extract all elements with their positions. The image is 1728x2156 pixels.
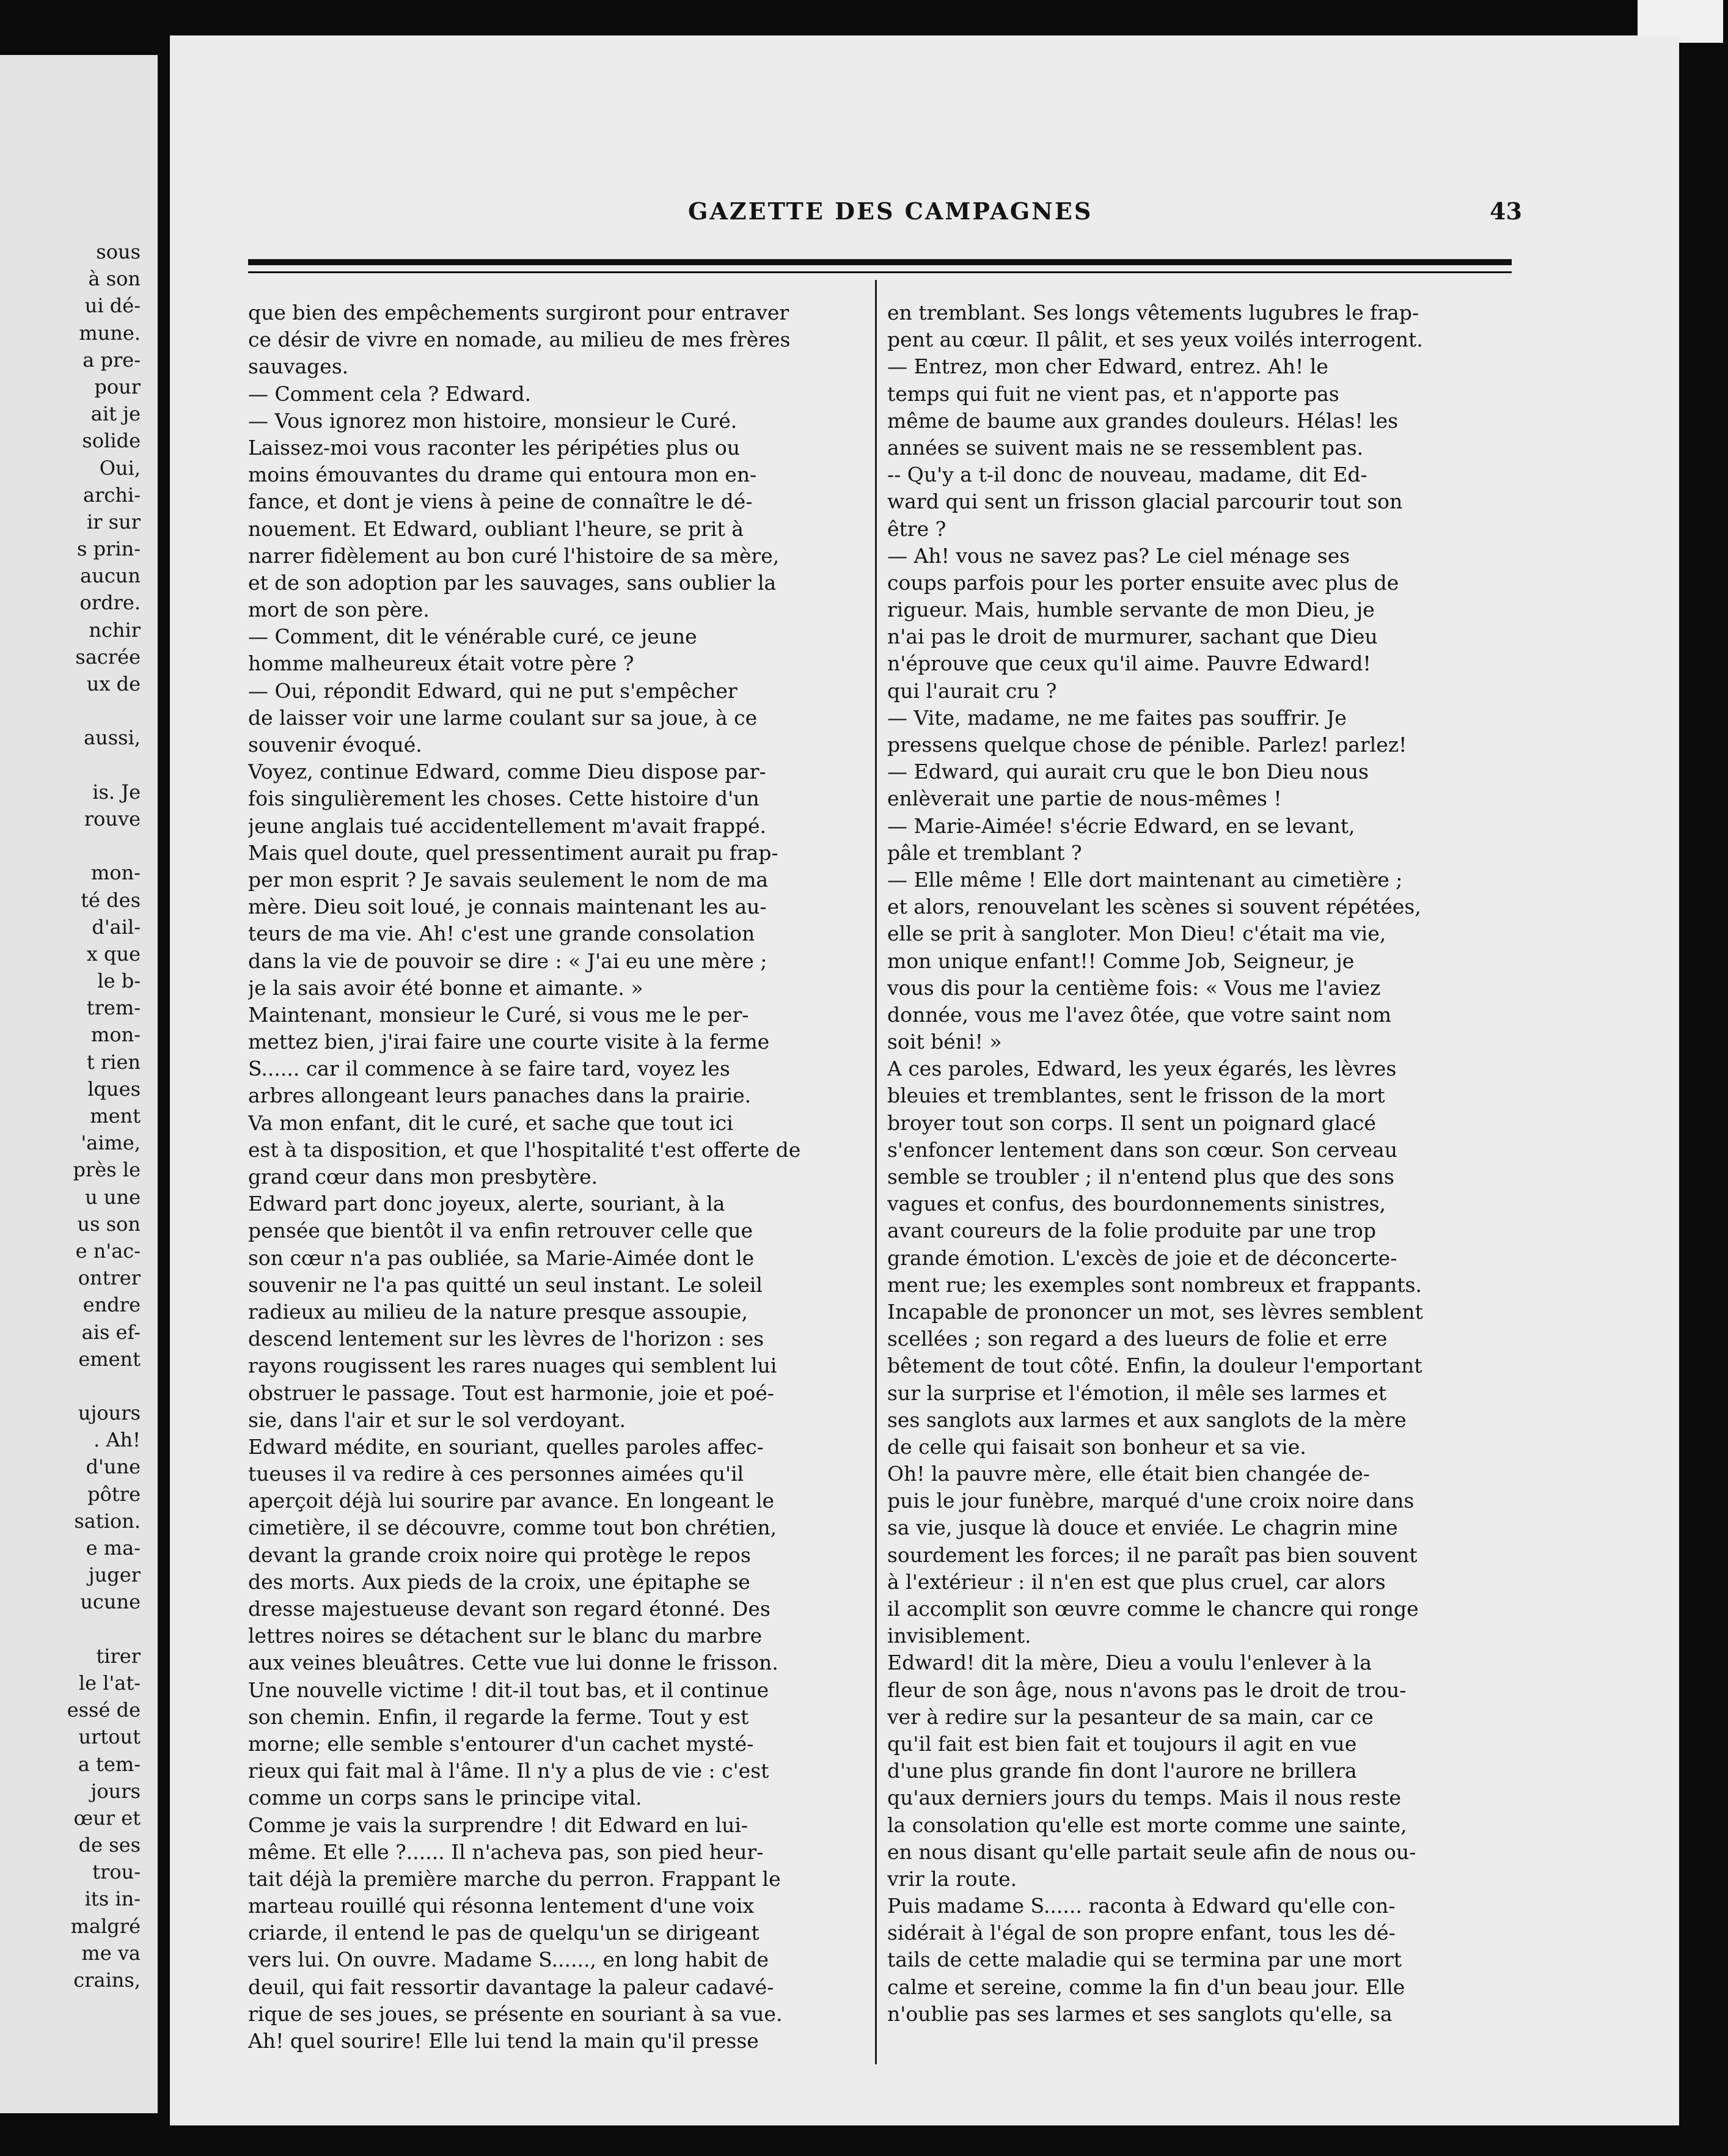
text-line: qu'il fait est bien fait et toujours il agit en vue [887,1731,1357,1756]
facing-page-line: jours [90,1779,141,1803]
facing-page-text [0,238,141,1993]
facing-page-line: Oui, [99,456,141,480]
facing-page-line: a pre- [82,348,141,372]
facing-page-line: ontrer [78,1266,141,1290]
text-line: sur la surprise et l'émotion, il mêle ses larmes et [887,1380,1386,1405]
facing-page-line: le l'at- [78,1671,141,1695]
text-line: vrir la route. [887,1866,1017,1891]
text-line: rayons rougissent les rares nuages qui semblent lui [248,1354,777,1378]
text-line: ward qui sent un frisson glacial parcourir tout son [887,490,1403,514]
text-line: broyer tout son corps. Il sent un poignard glacé [887,1110,1376,1135]
text-line: Une nouvelle victime ! dit-il tout bas, et il continue [248,1678,769,1702]
text-line: qu'aux derniers jours du temps. Mais il nous reste [887,1786,1401,1810]
facing-page-line: 'aime, [81,1131,141,1155]
text-line: est à ta disposition, et que l'hospitalité t'est offerte de [248,1137,801,1162]
text-column-left [248,299,871,2055]
page-number: 43 [1490,197,1522,225]
facing-page-line: mon- [90,861,141,885]
facing-page-line: le b- [97,969,141,993]
text-line: arbres allongeant leurs panaches dans la prairie. [248,1084,752,1108]
facing-page-line: pour [94,375,141,398]
facing-page-line [0,832,141,859]
text-line: des morts. Aux pieds de la croix, une épitaphe se [248,1569,750,1594]
text-line: de celle qui faisait son bonheur et sa vie. [887,1434,1306,1459]
facing-page-line: us son [77,1212,141,1236]
text-line: ment rue; les exemples sont nombreux et frappants. [887,1272,1422,1297]
facing-page-line: ment [90,1104,141,1128]
text-line: — Oui, répondit Edward, qui ne put s'empêcher [248,678,738,703]
text-line: — Comment cela ? Edward. [248,381,532,406]
facing-page-line: à son [88,267,141,291]
facing-page-line: ui dé- [84,294,141,318]
text-line: semble se troubler ; il n'entend plus que des sons [887,1165,1394,1189]
text-line: Comme je vais la surprendre ! dit Edward en lui- [248,1813,749,1837]
text-line: lettres noires se détachent sur le blanc du marbre [248,1624,763,1648]
text-line: être ? [887,516,946,541]
text-line: en nous disant qu'elle partait seule afin de nous ou- [887,1839,1416,1864]
newspaper-page [170,35,1679,2125]
facing-page-line: u une [85,1185,141,1209]
text-line: Puis madame S...... raconta à Edward qu'elle con- [887,1894,1396,1918]
text-line: je la sais avoir été bonne et aimante. » [248,975,643,1000]
text-line: — Elle même ! Elle dort maintenant au cimetière ; [887,867,1403,892]
text-line: nouement. Et Edward, oubliant l'heure, se prit à [248,516,744,541]
text-line: invisiblement. [887,1624,1031,1648]
text-line: souvenir évoqué. [248,733,422,757]
facing-page-line: trou- [92,1860,141,1884]
facing-page-line: mon- [90,1023,141,1047]
facing-page-line: nchir [89,618,141,642]
text-line: sourdement les forces; il ne paraît pas bien souvent [887,1542,1418,1567]
text-line: son chemin. Enfin, il regarde la ferme. Tout y est [248,1704,749,1729]
text-line: à l'extérieur : il n'en est que plus cruel, car alors [887,1569,1386,1594]
text-line: que bien des empêchements surgiront pour entraver [248,301,789,324]
text-line: aux veines bleuâtres. Cette vue lui donne le frisson. [248,1651,778,1675]
facing-page-line: essé de [67,1698,141,1722]
text-line: calme et sereine, comme la fin d'un beau jour. Elle [887,1975,1405,1999]
text-line: et de son adoption par les sauvages, sans oublier la [248,570,777,595]
text-line: obstruer le passage. Tout est harmonie, joie et poé- [248,1380,774,1405]
facing-page-line: urtout [78,1725,141,1749]
text-line: fleur de son âge, nous n'avons pas le droit de trou- [887,1678,1407,1702]
text-line: qui l'aurait cru ? [887,678,1057,703]
text-line: s'enfoncer lentement dans son cœur. Son cerveau [887,1137,1397,1162]
text-line: tails de cette maladie qui se termina par une mort [887,1948,1402,1972]
text-line: pressens quelque chose de pénible. Parlez! parlez! [887,733,1407,757]
facing-page-line: sacrée [75,645,141,669]
text-line: n'oublie pas ses larmes et ses sanglots qu'elle, sa [887,2001,1393,2026]
text-line: — Vite, madame, ne me faites pas souffrir. Je [887,705,1347,730]
text-line: mettez bien, j'irai faire une courte visite à la ferme [248,1030,770,1054]
text-line: sidérait à l'égal de son propre enfant, tous les dé- [887,1921,1396,1945]
facing-page-line: trem- [86,996,141,1020]
facing-page-line: œur et [73,1806,141,1830]
facing-page-line: tirer [96,1644,141,1668]
text-line: années se suivent mais ne se ressemblent pas. [887,435,1364,460]
text-line: en tremblant. Ses longs vêtements lugubres le frap- [887,301,1419,324]
text-line: Oh! la pauvre mère, elle était bien changée de- [887,1462,1370,1486]
facing-page-line: ujours [78,1401,141,1425]
text-line: — Marie-Aimée! s'écrie Edward, en se levant, [887,813,1355,838]
text-line: Va mon enfant, dit le curé, et sache que tout ici [248,1110,733,1135]
text-line: tueuses il va redire à ces personnes aimées qu'il [248,1462,744,1486]
text-line: Maintenant, monsieur le Curé, si vous me le per- [248,1002,749,1027]
text-line: grande émotion. L'excès de joie et de déconcerte- [887,1245,1397,1270]
text-line: fance, et dont je viens à peine de connaître le dé- [248,490,753,514]
text-line: soit béni! » [887,1030,1002,1054]
facing-page-line: mune. [79,321,141,345]
facing-page-line: . Ah! [93,1428,141,1452]
text-line: n'ai pas le droit de murmurer, sachant que Dieu [887,625,1378,649]
text-line: sauvages. [248,354,349,379]
facing-page [0,55,158,2113]
text-line: souvenir ne l'a pas quitté un seul instant. Le soleil [248,1272,763,1297]
text-line: devant la grande croix noire qui protège le repos [248,1542,751,1567]
facing-page-line: is. Je [92,780,141,804]
text-line: fois singulièrement les choses. Cette histoire d'un [248,787,760,811]
text-line: morne; elle semble s'entourer d'un cachet mysté- [248,1731,754,1756]
text-line: — Edward, qui aurait cru que le bon Dieu nous [887,760,1369,784]
header-rule-thick [248,259,1512,265]
text-column-right [887,299,1510,2028]
facing-page-line [0,697,141,724]
text-line: bleuies et tremblantes, sent le frisson de la mort [887,1084,1385,1108]
text-line: d'une plus grande fin dont l'aurore ne brillera [887,1759,1357,1783]
facing-page-line: x que [86,942,141,966]
text-line: coups parfois pour les porter ensuite avec plus de [887,570,1399,595]
text-line: rieux qui fait mal à l'âme. Il n'y a plus de vie : c'est [248,1759,769,1783]
text-line: ce désir de vivre en nomade, au milieu de mes frères [248,328,791,352]
text-line: descend lentement sur les lèvres de l'horizon : ses [248,1327,764,1351]
facing-page-line: ir sur [86,510,141,534]
facing-page-line [0,1373,141,1399]
text-line: ses sanglots aux larmes et aux sanglots de la mère [887,1407,1407,1432]
facing-page-line: its in- [84,1887,141,1911]
text-line: il accomplit son œuvre comme le chancre qui ronge [887,1597,1419,1621]
text-line: A ces paroles, Edward, les yeux égarés, les lèvres [887,1057,1397,1081]
facing-page-line: près le [73,1158,141,1182]
text-line: même. Et elle ?...... Il n'acheva pas, son pied heur- [248,1839,764,1864]
text-line: sa vie, jusque là douce et enviée. Le chagrin mine [887,1516,1398,1540]
text-line: son cœur n'a pas oubliée, sa Marie-Aimée dont le [248,1245,755,1270]
text-line: rique de ses joues, se présente en souriant à sa vue. [248,2001,783,2026]
text-line: pensée que bientôt il va enfin retrouver celle que [248,1219,753,1243]
facing-page-line: lques [87,1077,141,1101]
text-line: Voyez, continue Edward, comme Dieu dispose par- [248,760,766,784]
text-line: vers lui. On ouvre. Madame S......, en long habit de [248,1948,769,1972]
facing-page-line: solide [82,429,141,453]
text-line: bêtement de tout côté. Enfin, la douleur l'emportant [887,1354,1422,1378]
text-line: Ah! quel sourire! Elle lui tend la main qu'il presse [248,2029,759,2053]
text-line: mort de son père. [248,598,430,622]
facing-page-line: ux de [86,672,141,695]
text-line: de laisser voir une larme coulant sur sa joue, à ce [248,705,758,730]
text-line: S...... car il commence à se faire tard, voyez les [248,1057,730,1081]
text-line: n'éprouve que ceux qu'il aime. Pauvre Edward! [887,651,1371,676]
facing-page-line: té des [81,888,141,912]
facing-page-line: pôtre [87,1482,141,1506]
facing-page-line: aucun [80,564,141,588]
text-line: vous dis pour la centième fois: « Vous me l'aviez [887,975,1381,1000]
facing-page-line: ucune [80,1590,141,1614]
text-line: sie, dans l'air et sur le sol verdoyant. [248,1407,626,1432]
facing-page-line: juger [88,1563,141,1587]
facing-page-line: sation. [74,1509,141,1533]
facing-page-line: ordre. [79,591,141,615]
text-line: jeune anglais tué accidentellement m'avait frappé. [248,813,767,838]
text-line: dans la vie de pouvoir se dire : « J'ai eu une mère ; [248,948,767,973]
facing-page-line: t rien [86,1050,141,1074]
facing-page-line: ais ef- [81,1320,141,1344]
text-line: narrer fidèlement au bon curé l'histoire de sa mère, [248,543,780,568]
running-title: GAZETTE DES CAMPAGNES [688,197,1093,225]
header-rule-thin [248,271,1512,273]
text-line: tait déjà la première marche du perron. Frappant le [248,1866,781,1891]
facing-page-line [0,1616,141,1643]
text-line: Laissez-moi vous raconter les péripéties plus ou [248,435,740,460]
text-line: elle se prit à sangloter. Mon Dieu! c'était ma vie, [887,922,1386,946]
text-line: aperçoit déjà lui sourire par avance. En longeant le [248,1489,775,1513]
text-line: même de baume aux grandes douleurs. Hélas! les [887,408,1399,433]
facing-page-line: a tem- [78,1752,141,1776]
facing-page-line: aussi, [84,726,141,750]
text-line: scellées ; son regard a des lueurs de folie et erre [887,1327,1388,1351]
text-line: grand cœur dans mon presbytère. [248,1165,598,1189]
facing-page-line: de ses [78,1833,141,1857]
facing-page-line: s prin- [76,537,141,561]
facing-page-line: archi- [83,483,141,507]
text-line: la consolation qu'elle est morte comme une sainte, [887,1813,1407,1837]
text-line: pâle et tremblant ? [887,840,1082,865]
text-line: teurs de ma vie. Ah! c'est une grande consolation [248,922,755,946]
text-line: — Entrez, mon cher Edward, entrez. Ah! le [887,354,1328,379]
text-line: marteau rouillé qui résonna lentement d'une voix [248,1894,755,1918]
facing-page-line: ement [78,1347,141,1371]
text-line: Mais quel doute, quel pressentiment aurait pu frap- [248,840,778,865]
text-line: — Vous ignorez mon histoire, monsieur le Curé. [248,408,738,433]
text-line: et alors, renouvelant les scènes si souvent répétées, [887,895,1421,919]
text-line: temps qui fuit ne vient pas, et n'apporte pas [887,381,1339,406]
facing-page-line: rouve [84,807,141,831]
text-line: vagues et confus, des bourdonnements sinistres, [887,1192,1386,1216]
text-line: deuil, qui fait ressortir davantage la paleur cadavé- [248,1975,774,1999]
facing-page-line: crains, [73,1968,141,1992]
text-line: criarde, il entend le pas de quelqu'un se dirigeant [248,1921,760,1945]
facing-page-line [0,752,141,779]
text-line: — Comment, dit le vénérable curé, ce jeune [248,625,697,649]
text-line: cimetière, il se découvre, comme tout bon chrétien, [248,1516,777,1540]
column-divider [875,280,877,2064]
text-line: -- Qu'y a t-il donc de nouveau, madame, dit Ed- [887,463,1367,487]
text-line: — Ah! vous ne savez pas? Le ciel ménage ses [887,543,1350,568]
text-line: enlèverait une partie de nous-mêmes ! [887,787,1282,811]
facing-page-line: e ma- [86,1536,141,1560]
text-line: mère. Dieu soit loué, je connais maintenant les au- [248,895,767,919]
facing-page-line: d'une [86,1455,141,1479]
facing-page-line: ait je [90,402,141,426]
facing-page-line: malgré [70,1914,141,1938]
text-line: Incapable de prononcer un mot, ses lèvres semblent [887,1299,1423,1324]
text-line: homme malheureux était votre père ? [248,651,634,676]
text-line: comme un corps sans le principe vital. [248,1786,642,1810]
text-line: per mon esprit ? Je savais seulement le nom de ma [248,867,769,892]
text-line: Edward part donc joyeux, alerte, souriant, à la [248,1192,725,1216]
text-line: puis le jour funèbre, marqué d'une croix noire dans [887,1489,1415,1513]
facing-page-line: sous [96,240,141,263]
text-line: Edward! dit la mère, Dieu a voulu l'enlever à la [887,1651,1372,1675]
text-line: mon unique enfant!! Comme Job, Seigneur, je [887,948,1355,973]
text-line: pent au cœur. Il pâlit, et ses yeux voilés interrogent. [887,328,1423,352]
text-line: rigueur. Mais, humble servante de mon Dieu, je [887,598,1375,622]
text-line: donnée, vous me l'avez ôtée, que votre saint nom [887,1002,1392,1027]
text-line: moins émouvantes du drame qui entoura mon en- [248,463,757,487]
facing-page-line: d'ail- [92,915,141,939]
text-line: Edward médite, en souriant, quelles paroles affec- [248,1434,764,1459]
facing-page-line: e n'ac- [75,1239,141,1263]
text-line: dresse majestueuse devant son regard étonné. Des [248,1597,771,1621]
facing-page-line: me va [81,1941,141,1965]
text-line: ver à redire sur la pesanteur de sa main, car ce [887,1704,1374,1729]
text-line: avant coureurs de la folie produite par une trop [887,1219,1377,1243]
text-line: radieux au milieu de la nature presque assoupie, [248,1299,748,1324]
facing-page-line: endre [82,1293,141,1317]
